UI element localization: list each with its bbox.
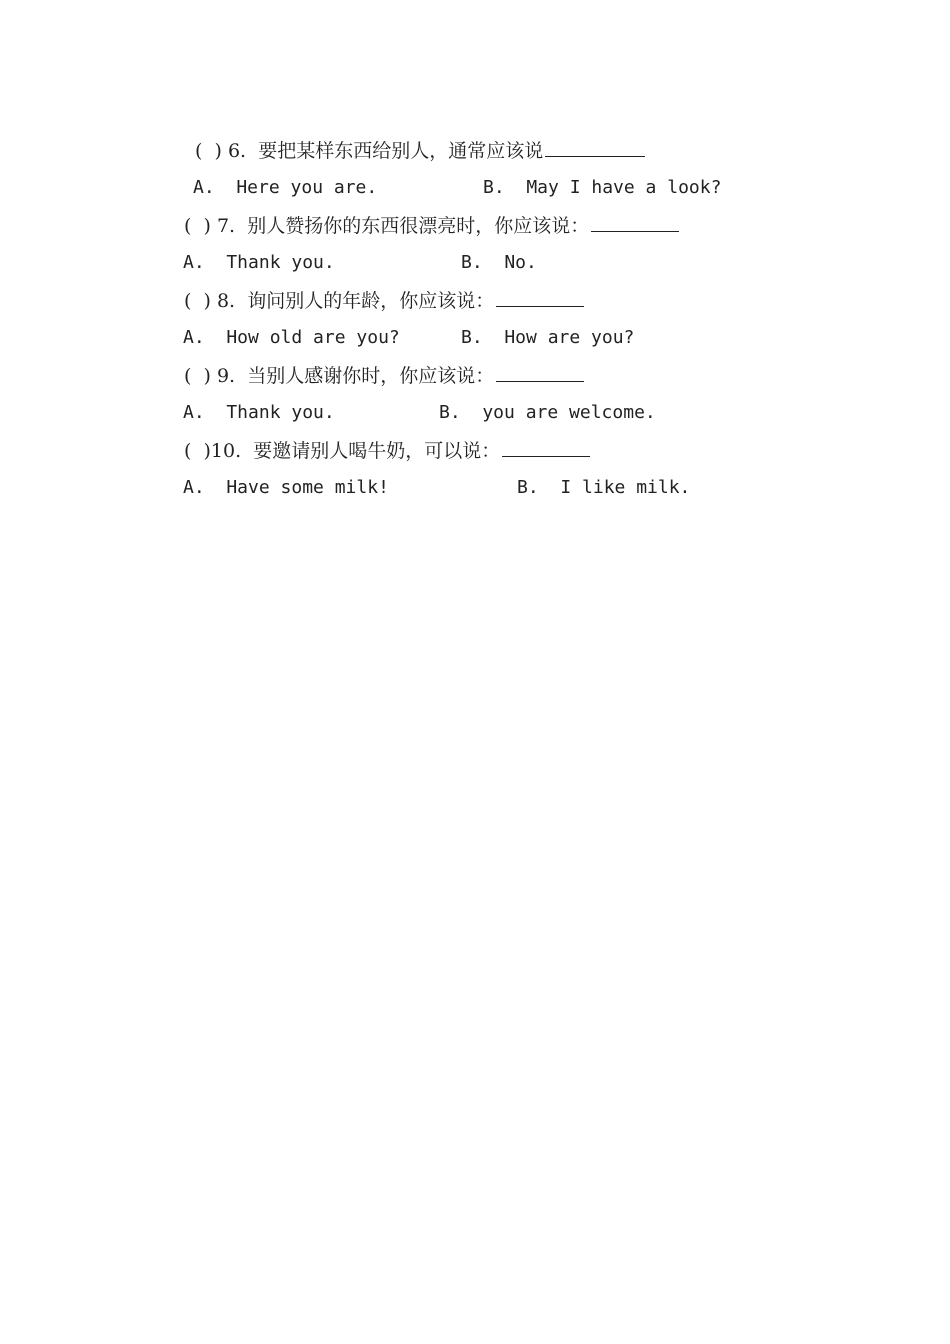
question-10: [184, 436, 590, 464]
question-number: 7.: [216, 215, 236, 237]
answer-blank: [545, 136, 645, 157]
q6-option-b: B. May I have a look?: [483, 177, 722, 198]
q6-option-a: A. Here you are.: [193, 177, 378, 198]
q7-option-b: B. No.: [461, 252, 537, 273]
answer-paren: ( ): [184, 365, 211, 387]
question-9: [184, 361, 584, 389]
question-text: 要把某样东西给别人，通常应该说: [258, 140, 544, 162]
answer-blank: [496, 361, 584, 382]
q9-option-b: B. you are welcome.: [439, 402, 656, 423]
q9-option-a: A. Thank you.: [183, 402, 335, 423]
answer-paren: ( ): [184, 215, 211, 237]
question-text: 别人赞扬你的东西很漂亮时，你应该说：: [247, 215, 590, 237]
question-number: 6.: [227, 140, 247, 162]
question-text: 询问别人的年龄，你应该说：: [247, 290, 495, 312]
q8-option-a: A. How old are you?: [183, 327, 400, 348]
answer-paren: ( ): [184, 440, 211, 462]
question-6: [195, 136, 645, 164]
q8-option-b: B. How are you?: [461, 327, 635, 348]
answer-blank: [591, 211, 679, 232]
answer-blank: [502, 436, 590, 457]
question-number: 9.: [216, 365, 236, 387]
answer-paren: ( ): [195, 140, 222, 162]
question-number: 8.: [216, 290, 236, 312]
question-text: 当别人感谢你时，你应该说：: [247, 365, 495, 387]
question-8: [184, 286, 584, 314]
q7-option-a: A. Thank you.: [183, 252, 335, 273]
q10-option-b: B. I like milk.: [517, 477, 691, 498]
question-number: 10.: [210, 440, 242, 462]
question-text: 要邀请别人喝牛奶，可以说：: [253, 440, 501, 462]
answer-blank: [496, 286, 584, 307]
answer-paren: ( ): [184, 290, 211, 312]
q10-option-a: A. Have some milk!: [183, 477, 389, 498]
question-7: [184, 211, 679, 239]
